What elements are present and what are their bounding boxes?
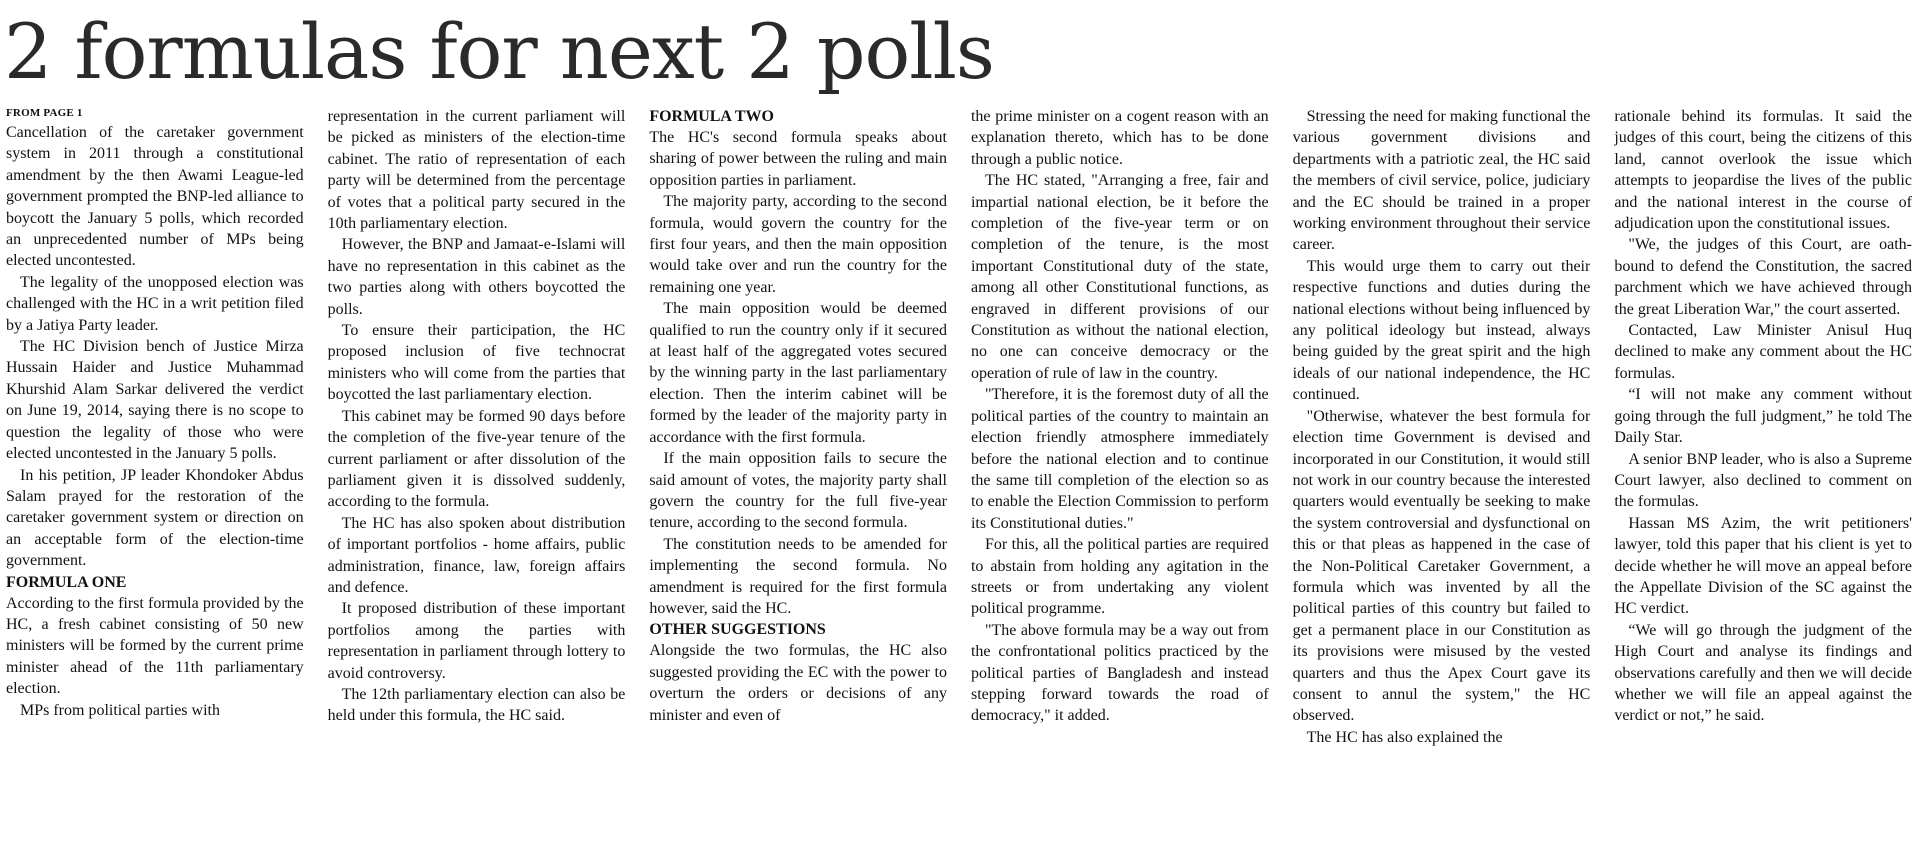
article-paragraph: rationale behind its formulas. It said the judges of this court, being the citizens of this land, cannot overlook the issue which attempts to jeopardise the lives of the public and the national interest in the course of adjudication upon the constitutional issues. <box>1614 108 1912 233</box>
section-subheading: FORMULA ONE <box>6 573 127 591</box>
article-column-5 <box>1293 106 1591 851</box>
article-paragraph: Hassan MS Azim, the writ petitioners' lawyer, told this paper that his client is yet to decide whether he will move an appeal before the Appellate Division of the SC against the HC verdict. <box>1614 514 1912 618</box>
article-paragraph: According to the first formula provided by the HC, a fresh cabinet consisting of 50 new ministers will be formed by the current prime minister ahead of the 11th parliamentary election. <box>6 594 304 698</box>
article-paragraph: Stressing the need for making functional the various government divisions and departments with a patriotic zeal, the HC said the members of civil service, police, judiciary and the EC should be trained in a proper working environment throughout their service career. <box>1292 108 1591 254</box>
article-paragraph: The HC Division bench of Justice Mirza Hussain Haider and Justice Muhammad Khurshid Alam Sarkar delivered the verdict on June 19, 2014, saying there is no scope to question the legality of those who were elected uncontested in the January 5 polls. <box>6 338 304 463</box>
article-paragraph: However, the BNP and Jamaat-e-Islami will have no representation in this cabinet as the two parties along with others boycotted the polls. <box>327 236 626 318</box>
article-paragraph: Contacted, Law Minister Anisul Huq declined to make any comment about the HC formulas. <box>1614 322 1912 382</box>
article-paragraph: The HC has also explained the <box>1306 728 1503 746</box>
article-paragraph: The HC has also spoken about distribution of important portfolios - home affairs, public administration, finance, law, foreign affairs and defence. <box>327 514 626 596</box>
section-subheading: OTHER SUGGESTIONS <box>649 621 826 639</box>
article-paragraph: "The above formula may be a way out from the confrontational politics practiced by the political parties of Bangladesh and instead stepping forward towards the road of democracy," it added. <box>970 621 1269 725</box>
article-column-2 <box>328 106 626 851</box>
article-paragraph: “We will go through the judgment of the High Court and analyse its findings and observations carefully and then we will decide whether we will file an appeal against the verdict or not,” he said. <box>1614 621 1912 725</box>
article-paragraph: The 12th parliamentary election can also be held under this formula, the HC said. <box>327 685 626 725</box>
article-paragraph: "We, the judges of this Court, are oath-bound to defend the Constitution, the sacred parchment which we have achieved through the great Liberation War," the court asserted. <box>1614 236 1912 318</box>
article-paragraph: The HC's second formula speaks about sharing of power between the ruling and main opposition parties in parliament. <box>649 129 947 189</box>
article-paragraph: MPs from political parties with <box>20 701 220 719</box>
article-column-1 <box>6 106 304 851</box>
article-paragraph: Alongside the two formulas, the HC also suggested providing the EC with the power to overturn the orders or decisions of any minister and even of <box>649 642 947 724</box>
article-paragraph: In his petition, JP leader Khondoker Abdus Salam prayed for the restoration of the caretaker government system or direction on an acceptable form of the election-time government. <box>6 466 304 570</box>
article-paragraph: The majority party, according to the second formula, would govern the country for the first four years, and then the main opposition would take over and run the country for the remaining one year. <box>649 193 947 296</box>
article-paragraph: For this, all the political parties are required to abstain from holding any agitation in the streets or from undertaking any violent political programme. <box>970 536 1269 618</box>
article-paragraph: Cancellation of the caretaker government system in 2011 through a constitutional amendment by the then Awami League-led government prompted the BNP-led alliance to boycott the January 5 polls, which recorded an unprecedented number of MPs being elected uncontested. <box>6 124 304 270</box>
article-body <box>6 106 1912 851</box>
article-paragraph: This cabinet may be formed 90 days before the completion of the five-year tenure of the current parliament or after dissolution of the parliament given it is dissolved suddenly, according to the formula. <box>327 407 626 511</box>
article-paragraph: It proposed distribution of these important portfolios among the parties with representation in parliament through lottery to avoid controversy. <box>327 600 626 682</box>
continued-from-label: FROM PAGE 1 <box>6 107 83 119</box>
article-paragraph: To ensure their participation, the HC proposed inclusion of five technocrat ministers who will come from the parties that boycotted the last parliamentary election. <box>327 322 626 404</box>
article-paragraph: The HC stated, "Arranging a free, fair and impartial national election, be it before the completion of the five-year term or on completion of the tenure, is the most important Constitutional duty of the state, among all other Constitutional functions, as engraved in different provisions of our Constitution as without the national election, no one can conceive democracy or the operation of rule of law in the country. <box>970 172 1269 382</box>
article-paragraph: "Otherwise, whatever the best formula for election time Government is devised and incorporated in our Constitution, it would still not work in our country because the interested quarters would eventually be seeking to make the system controversial and dysfunctional on this or that pleas as happened in the case of the Non-Political Caretaker Government, a formula which was invented by all the political parties of this country but failed to get a permanent place in our Constitution as its provisions were misused by the vested quarters and thus the Apex Court gave its consent to annul the system," the HC observed. <box>1292 407 1591 725</box>
article-paragraph: If the main opposition fails to secure the said amount of votes, the majority party shall govern the country for the full five-year tenure, according to the second formula. <box>649 450 947 532</box>
article-paragraph: The constitution needs to be amended for implementing the second formula. No amendment is required for the first formula however, said the HC. <box>649 535 947 617</box>
article-paragraph: This would urge them to carry out their respective functions and duties during the national elections without being influenced by any political ideology but instead, always being guided by the great spirit and the high ideals of our national independence, the HC continued. <box>1292 257 1591 404</box>
article-paragraph: A senior BNP leader, who is also a Supreme Court lawyer, also declined to comment on the formulas. <box>1614 450 1912 511</box>
article-paragraph: “I will not make any comment without going through the full judgment,” he told The Daily Star. <box>1614 386 1912 447</box>
headline: 2 formulas for next 2 polls <box>4 7 994 96</box>
article-paragraph: The main opposition would be deemed qualified to run the country only if it secured at least half of the aggregated votes secured by the winning party in the last parliamentary election. Then the interim cabinet will be formed by the leader of the majority party in accordance with the first formula. <box>649 300 947 446</box>
article-column-6 <box>1614 106 1912 851</box>
section-subheading: FORMULA TWO <box>649 108 774 125</box>
article-paragraph: The legality of the unopposed election was challenged with the HC in a writ petition filed by a Jatiya Party leader. <box>6 273 304 334</box>
article-column-4 <box>971 106 1269 851</box>
article-paragraph: the prime minister on a cogent reason with an explanation thereto, which has to be done through a public notice. <box>970 108 1269 168</box>
article-paragraph: "Therefore, it is the foremost duty of all the political parties of the country to maintain an election friendly atmosphere immediately before the national election and to continue the same till completion of the election so as to enable the Election Commission to perform its Constitutional duties." <box>970 386 1269 532</box>
article-paragraph: representation in the current parliament will be picked as ministers of the election-time cabinet. The ratio of representation of each party will be determined from the percentage of votes that a political party secured in the 10th parliamentary election. <box>327 108 626 233</box>
article-column-3 <box>649 106 947 851</box>
